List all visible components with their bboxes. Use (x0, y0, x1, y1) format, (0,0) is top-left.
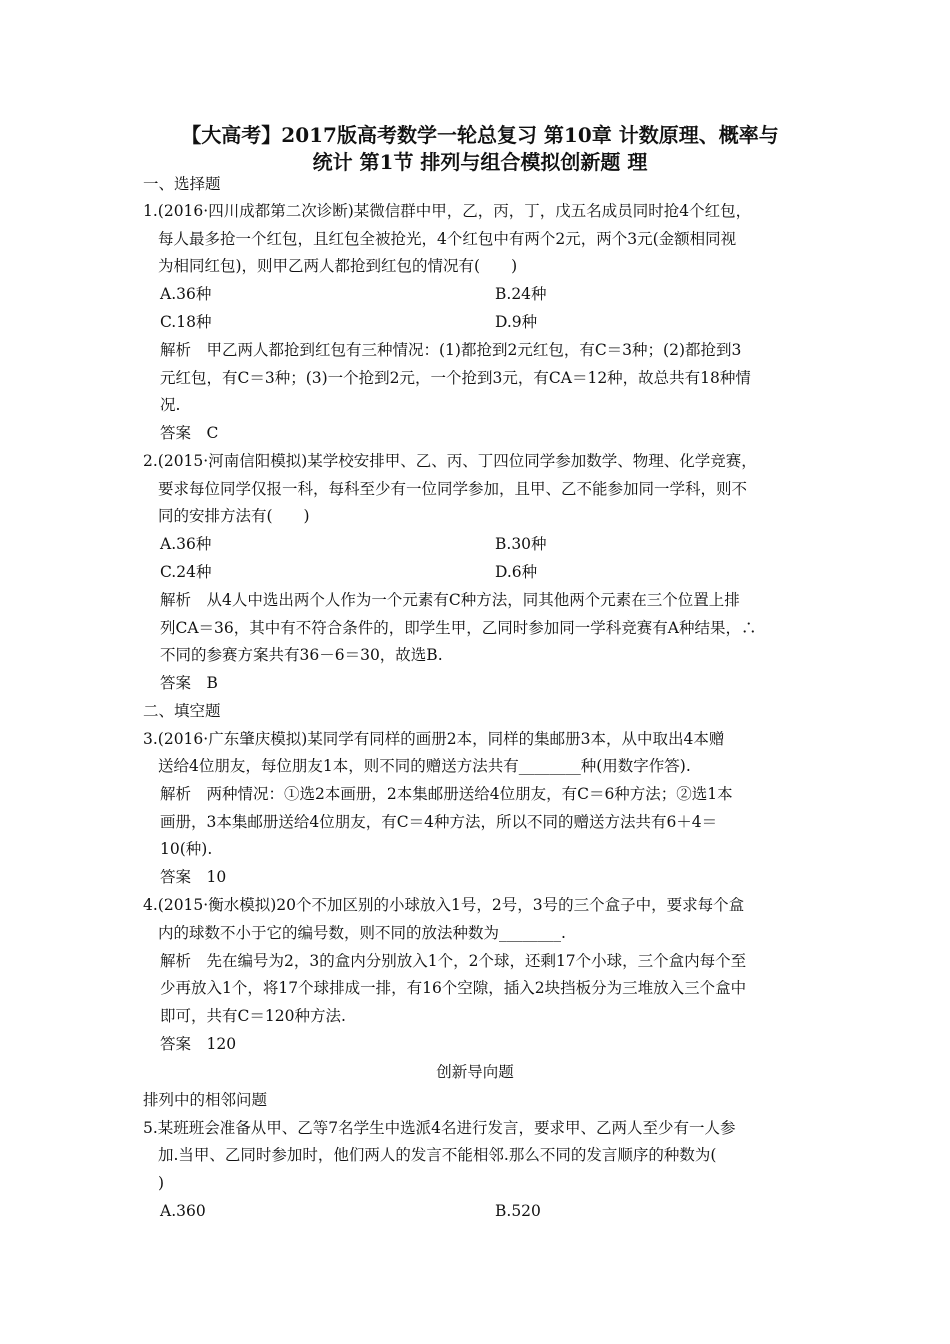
q1-analysis-line-1: 解析 甲乙两人都抢到红包有三种情况：(1)都抢到2元红包，有C＝3种；(2)都抢到3 (160, 341, 742, 359)
q3-line-1: 3.(2016·广东肇庆模拟)某同学有同样的画册2本，同样的集邮册3本，从中取出4本赠 (143, 730, 725, 748)
q3-analysis-line-1: 解析 两种情况：①选2本画册，2本集邮册送给4位朋友，有C＝6种方法；②选1本 (160, 785, 733, 803)
q1-option-a: A.36种 (160, 285, 212, 303)
q3-answer: 答案 10 (160, 868, 227, 886)
q5-option-b: B.520 (495, 1202, 541, 1220)
q1-line-3: 为相同红包)，则甲乙两人都抢到红包的情况有( ) (158, 257, 518, 275)
q2-option-c: C.24种 (160, 563, 212, 581)
q5-line-3: ) (158, 1174, 165, 1192)
q3-analysis-line-3: 10(种). (160, 840, 213, 858)
q4-answer: 答案 120 (160, 1035, 237, 1053)
q3-analysis-line-2: 画册，3本集邮册送给4位朋友，有C＝4种方法，所以不同的赠送方法共有6＋4＝ (160, 813, 718, 831)
q4-analysis-line-3: 即可，共有C＝120种方法. (160, 1007, 346, 1025)
q2-analysis-line-3: 不同的参赛方案共有36－6＝30，故选B. (160, 646, 443, 664)
q1-option-d: D.9种 (495, 313, 538, 331)
q2-line-3: 同的安排方法有( ) (158, 507, 310, 525)
q5-option-a: A.360 (160, 1202, 206, 1220)
q2-option-a: A.36种 (160, 535, 212, 553)
section-heading-choice: 一、选择题 (143, 175, 221, 193)
q1-option-b: B.24种 (495, 285, 547, 303)
q1-answer: 答案 C (160, 424, 219, 442)
q1-line-2: 每人最多抢一个红包，且红包全被抢光，4个红包中有两个2元，两个3元(金额相同视 (158, 230, 737, 248)
section-heading-innovation: 创新导向题 (436, 1063, 514, 1081)
document-title (140, 122, 820, 176)
q4-line-2: 内的球数不小于它的编号数，则不同的放法种数为________. (158, 924, 566, 942)
q2-option-d: D.6种 (495, 563, 538, 581)
q2-answer: 答案 B (160, 674, 218, 692)
q3-line-2: 送给4位朋友，每位朋友1本，则不同的赠送方法共有________种(用数字作答). (158, 757, 691, 775)
q4-line-1: 4.(2015·衡水模拟)20个不加区别的小球放入1号，2号，3号的三个盒子中，要求每个盒 (143, 896, 745, 914)
q1-option-c: C.18种 (160, 313, 212, 331)
title-line-1: 【大高考】2017版高考数学一轮总复习 第10章 计数原理、概率与 (181, 123, 779, 147)
q2-line-1: 2.(2015·河南信阳模拟)某学校安排甲、乙、丙、丁四位同学参加数学、物理、化学竞赛， (143, 452, 757, 470)
q5-line-1: 5.某班班会准备从甲、乙等7名学生中选派4名进行发言，要求甲、乙两人至少有一人参 (143, 1119, 736, 1137)
title-line-2: 统计 第1节 排列与组合模拟创新题 理 (312, 150, 648, 174)
q2-analysis-line-1: 解析 从4人中选出两个人作为一个元素有C种方法，同其他两个元素在三个位置上排 (160, 591, 740, 609)
section-heading-fill: 二、填空题 (143, 702, 221, 720)
q2-option-b: B.30种 (495, 535, 547, 553)
q2-line-2: 要求每位同学仅报一科，每科至少有一位同学参加，且甲、乙不能参加同一学科，则不 (158, 480, 748, 498)
q1-line-1: 1.(2016·四川成都第二次诊断)某微信群中甲，乙，丙，丁，戊五名成员同时抢4个红包， (143, 202, 752, 220)
q2-analysis-line-2: 列CA＝36，其中有不符合条件的，即学生甲，乙同时参加同一学科竞赛有A种结果，∴ (160, 619, 757, 637)
q1-analysis-line-2: 元红包，有C＝3种；(3)一个抢到2元，一个抢到3元，有CA＝12种，故总共有18种情 (160, 369, 751, 387)
q1-analysis-line-3: 况. (160, 396, 181, 414)
subheading-adjacent: 排列中的相邻问题 (143, 1091, 268, 1109)
q4-analysis-line-2: 少再放入1个，将17个球排成一排，有16个空隙，插入2块挡板分为三堆放入三个盒中 (160, 979, 747, 997)
q4-analysis-line-1: 解析 先在编号为2，3的盒内分别放入1个，2个球，还剩17个小球，三个盒内每个至 (160, 952, 747, 970)
q5-line-2: 加.当甲、乙同时参加时，他们两人的发言不能相邻.那么不同的发言顺序的种数为( (158, 1146, 717, 1164)
